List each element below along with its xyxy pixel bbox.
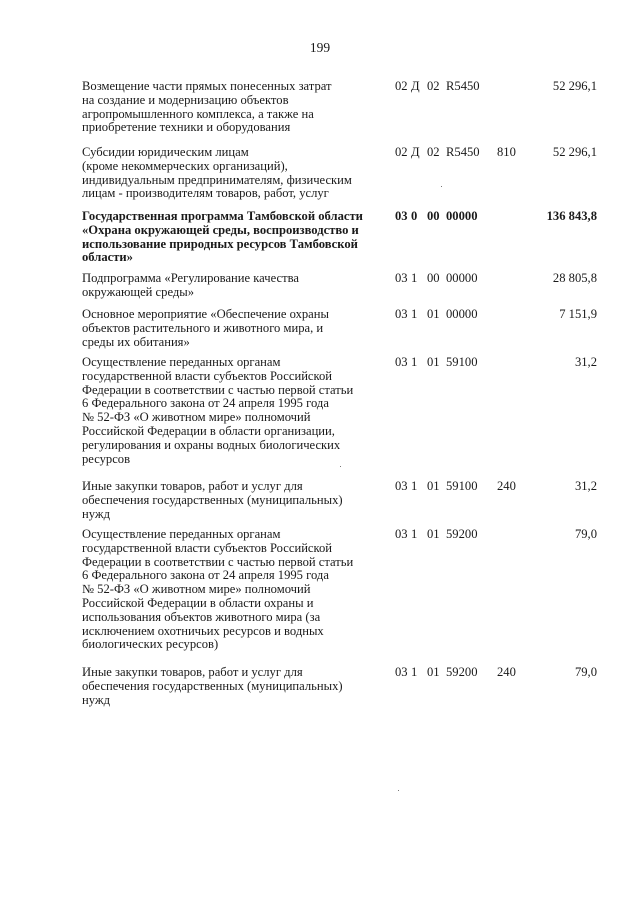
description-line: Государственная программа Тамбовской области [82, 209, 363, 223]
description-line: окружающей среды» [82, 284, 195, 299]
direction-code: 00 [427, 209, 440, 223]
program-code: 03 [395, 209, 408, 223]
amount-value: 136 843,8 [546, 209, 597, 223]
row-description [82, 210, 382, 265]
description-line: приобретение техники и оборудования [82, 120, 291, 135]
direction-code: 01 [427, 307, 440, 321]
program-code: 03 [395, 355, 408, 369]
subprogram-code: 1 [411, 479, 418, 493]
expense-code: R5450 [446, 145, 480, 159]
description-line: исключением охотничьих ресурсов и водных [82, 623, 324, 638]
description-line: 6 Федерального закона от 24 апреля 1995 года [82, 396, 329, 411]
subprogram-code: 1 [411, 355, 418, 369]
description-line: Возмещение части прямых понесенных затрат [82, 79, 332, 93]
subprogram-code: Д [411, 145, 420, 159]
subprogram-code: 1 [411, 307, 418, 321]
description-line: Федерации в соответствии с частью первой статьи [82, 554, 354, 569]
description-line: Иные закупки товаров, работ и услуг для [82, 479, 303, 493]
direction-code: 01 [427, 355, 440, 369]
subprogram-code: 0 [411, 209, 418, 223]
description-line: Субсидии юридическим лицам [82, 145, 249, 159]
direction-code: 02 [427, 79, 440, 93]
row-description [82, 80, 382, 135]
amount-value: 7 151,9 [559, 307, 597, 321]
subprogram-code: 1 [411, 665, 418, 679]
row-description [82, 480, 382, 521]
subprogram-code: Д [411, 79, 420, 93]
description-line: Осуществление переданных органам [82, 527, 281, 541]
program-code: 03 [395, 665, 408, 679]
amount-value: 79,0 [574, 665, 597, 679]
description-line: государственной власти субъектов Российской [82, 540, 333, 555]
row-description [82, 666, 382, 707]
description-line: лицам - производителям товаров, работ, услуг [82, 186, 329, 201]
description-line: Подпрограмма «Регулирование качества [82, 271, 299, 285]
description-line: № 52-ФЗ «О животном мире» полномочий [82, 410, 311, 425]
description-line: нужд [82, 692, 110, 707]
expense-code: 00000 [446, 271, 478, 285]
description-line: индивидуальным предпринимателям, физическим [82, 172, 352, 187]
expense-type-code: 240 [497, 665, 516, 679]
program-code: 03 [395, 271, 408, 285]
description-line: 6 Федерального закона от 24 апреля 1995 года [82, 568, 329, 583]
description-line: объектов растительного и животного мира, и [82, 320, 324, 335]
description-line: ресурсов [82, 451, 131, 466]
expense-code: R5450 [446, 79, 480, 93]
amount-value: 31,2 [574, 479, 597, 493]
description-line: Основное мероприятие «Обеспечение охраны [82, 307, 329, 321]
subprogram-code: 1 [411, 271, 418, 285]
description-line: использования объектов животного мира (за [82, 609, 321, 624]
amount-value: 28 805,8 [552, 271, 597, 285]
expense-type-code: 240 [497, 479, 516, 493]
description-line: Федерации в соответствии с частью первой статьи [82, 382, 354, 397]
row-description [82, 308, 382, 349]
scan-speck [398, 790, 399, 791]
row-description [82, 528, 382, 652]
description-line: (кроме некоммерческих организаций), [82, 158, 288, 173]
expense-code: 59200 [446, 527, 478, 541]
expense-code: 59100 [446, 355, 478, 369]
description-line: Российской Федерации в области организации, [82, 423, 335, 438]
direction-code: 02 [427, 145, 440, 159]
description-line: агропромышленного комплекса, а также на [82, 106, 314, 121]
row-description [82, 146, 382, 201]
description-line: использование природных ресурсов Тамбовской [82, 236, 358, 251]
program-code: 02 [395, 79, 408, 93]
description-line: Иные закупки товаров, работ и услуг для [82, 665, 303, 679]
program-code: 03 [395, 479, 408, 493]
direction-code: 01 [427, 527, 440, 541]
expense-code: 59100 [446, 479, 478, 493]
row-description [82, 272, 382, 300]
description-line: Осуществление переданных органам [82, 355, 281, 369]
description-line: среды их обитания» [82, 334, 190, 349]
program-code: 03 [395, 307, 408, 321]
amount-value: 31,2 [574, 355, 597, 369]
scan-speck [340, 466, 341, 467]
program-code: 03 [395, 527, 408, 541]
description-line: «Охрана окружающей среды, воспроизводство и [82, 222, 359, 237]
direction-code: 01 [427, 479, 440, 493]
amount-value: 52 296,1 [552, 145, 597, 159]
direction-code: 00 [427, 271, 440, 285]
description-line: биологических ресурсов) [82, 637, 219, 652]
description-line: Российской Федерации в области охраны и [82, 595, 314, 610]
scan-speck [441, 186, 442, 187]
page-number: 199 [309, 40, 331, 55]
program-code: 02 [395, 145, 408, 159]
row-description [82, 356, 382, 466]
amount-value: 52 296,1 [552, 79, 597, 93]
description-line: области» [82, 250, 133, 265]
description-line: регулирования и охраны водных биологических [82, 437, 341, 452]
expense-code: 00000 [446, 307, 478, 321]
direction-code: 01 [427, 665, 440, 679]
description-line: обеспечения государственных (муниципальных) [82, 678, 343, 693]
amount-value: 79,0 [574, 527, 597, 541]
description-line: на создание и модернизацию объектов [82, 92, 289, 107]
description-line: государственной власти субъектов Российской [82, 368, 333, 383]
expense-code: 00000 [446, 209, 478, 223]
description-line: обеспечения государственных (муниципальных) [82, 492, 343, 507]
description-line: нужд [82, 506, 110, 521]
subprogram-code: 1 [411, 527, 418, 541]
description-line: № 52-ФЗ «О животном мире» полномочий [82, 582, 311, 597]
expense-code: 59200 [446, 665, 478, 679]
expense-type-code: 810 [497, 145, 516, 159]
